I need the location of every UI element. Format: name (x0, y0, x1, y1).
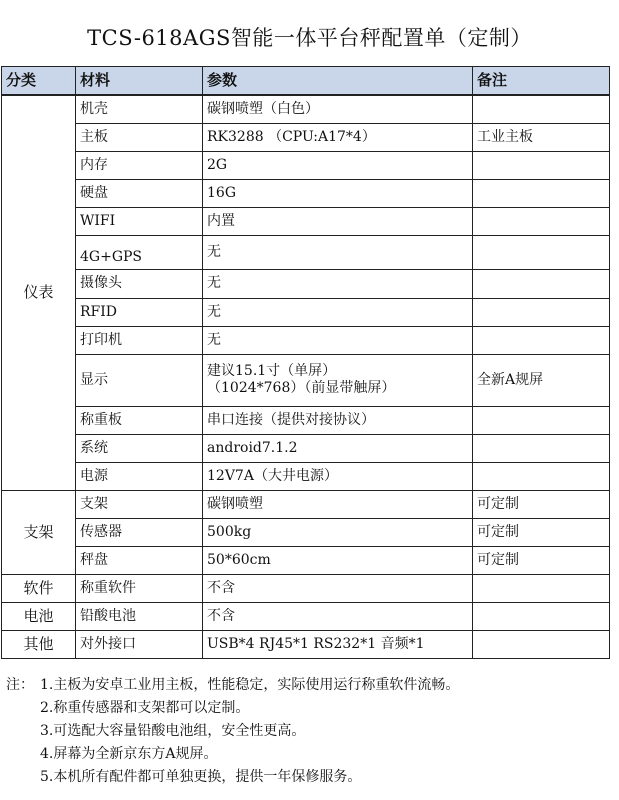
remark-cell (473, 235, 610, 269)
material-cell: RFID (76, 298, 203, 326)
table-row (2, 602, 610, 630)
parameter-cell: RK3288 （CPU:A17*4） (203, 123, 473, 151)
remark-cell: 可定制 (473, 546, 610, 574)
table-row (2, 123, 610, 151)
table-row (2, 95, 610, 123)
remark-cell (473, 630, 610, 658)
parameter-cell: 串口连接（提供对接协议） (203, 406, 473, 434)
remark-cell (473, 326, 610, 354)
table-row (2, 151, 610, 179)
parameter-cell: 12V7A（大井电源） (203, 462, 473, 490)
table-row (2, 434, 610, 462)
material-cell: 称重板 (76, 406, 203, 434)
parameter-cell (203, 354, 473, 406)
table-row (2, 207, 610, 235)
parameter-cell: 500kg (203, 518, 473, 546)
table-header-row (2, 67, 610, 96)
table-row (2, 490, 610, 518)
document-title: TCS-618AGS智能一体平台秤配置单（定制） (87, 26, 532, 50)
remark-cell (473, 269, 610, 298)
note-item (6, 697, 612, 720)
header-parameter: 参数 (203, 67, 473, 96)
remark-cell (473, 207, 610, 235)
material-cell: 硬盘 (76, 179, 203, 207)
category-battery: 电池 (2, 602, 76, 630)
remark-cell (473, 151, 610, 179)
header-material: 材料 (76, 67, 203, 96)
note-text: 2.称重传感器和支架都可以定制。 (40, 700, 250, 716)
category-stand: 支架 (2, 490, 76, 574)
note-text: 1.主板为安卓工业用主板，性能稳定，实际使用运行称重软件流畅。 (40, 677, 460, 693)
header-remark: 备注 (473, 67, 610, 96)
parameter-cell: 2G (203, 151, 473, 179)
material-cell: 打印机 (76, 326, 203, 354)
material-cell: 传感器 (76, 518, 203, 546)
material-cell: WIFI (76, 207, 203, 235)
parameter-cell: 不含 (203, 574, 473, 602)
parameter-cell: 16G (203, 179, 473, 207)
category-meter: 仪表 (2, 95, 76, 490)
table-row (2, 406, 610, 434)
material-cell: 称重软件 (76, 574, 203, 602)
table-row (2, 354, 610, 406)
material-cell: 4G+GPS (76, 235, 203, 269)
table-row (2, 179, 610, 207)
parameter-line: 建议15.1寸（单屏） (207, 363, 337, 379)
category-software: 软件 (2, 574, 76, 602)
remark-cell (473, 406, 610, 434)
table-row (2, 574, 610, 602)
note-item (6, 674, 612, 697)
table-row (2, 546, 610, 574)
remark-cell: 可定制 (473, 518, 610, 546)
material-cell: 秤盘 (76, 546, 203, 574)
remark-cell: 全新A规屏 (473, 354, 610, 406)
parameter-cell: 无 (203, 298, 473, 326)
remark-cell: 可定制 (473, 490, 610, 518)
table-row (2, 298, 610, 326)
table-row (2, 269, 610, 298)
material-cell: 主板 (76, 123, 203, 151)
material-cell: 显示 (76, 354, 203, 406)
remark-cell (473, 95, 610, 123)
parameter-cell: 内置 (203, 207, 473, 235)
material-cell: 铅酸电池 (76, 602, 203, 630)
parameter-cell: android7.1.2 (203, 434, 473, 462)
remark-cell (473, 179, 610, 207)
remark-cell (473, 434, 610, 462)
note-item (6, 766, 612, 789)
remark-cell: 工业主板 (473, 123, 610, 151)
table-row (2, 630, 610, 658)
header-category: 分类 (2, 67, 76, 96)
parameter-cell: 不含 (203, 602, 473, 630)
parameter-cell: 无 (203, 269, 473, 298)
material-cell: 电源 (76, 462, 203, 490)
table-row (2, 462, 610, 490)
remark-cell (473, 298, 610, 326)
remark-cell (473, 462, 610, 490)
parameter-cell: 碳钢喷塑（白色） (203, 95, 473, 123)
note-item (6, 743, 612, 766)
notes-section (6, 674, 612, 789)
parameter-cell: 无 (203, 326, 473, 354)
table-row (2, 235, 610, 269)
parameter-cell: 碳钢喷塑 (203, 490, 473, 518)
remark-cell (473, 602, 610, 630)
notes-prefix: 注： (6, 677, 34, 693)
note-text: 4.屏幕为全新京东方A规屏。 (40, 746, 218, 762)
material-cell: 摄像头 (76, 269, 203, 298)
material-cell: 系统 (76, 434, 203, 462)
note-item (6, 720, 612, 743)
remark-cell (473, 574, 610, 602)
table-row (2, 518, 610, 546)
table-row (2, 326, 610, 354)
material-cell: 内存 (76, 151, 203, 179)
parameter-cell: 50*60cm (203, 546, 473, 574)
material-cell: 支架 (76, 490, 203, 518)
config-table (1, 66, 610, 659)
category-other: 其他 (2, 630, 76, 658)
parameter-cell: 无 (203, 235, 473, 269)
parameter-line: （1024*768）（前显带触屏） (207, 380, 396, 396)
parameter-cell: USB*4 RJ45*1 RS232*1 音频*1 (203, 630, 473, 658)
material-cell: 机壳 (76, 95, 203, 123)
note-text: 3.可选配大容量铅酸电池组，安全性更高。 (40, 723, 306, 739)
material-cell: 对外接口 (76, 630, 203, 658)
note-text: 5.本机所有配件都可单独更换，提供一年保修服务。 (40, 769, 362, 785)
